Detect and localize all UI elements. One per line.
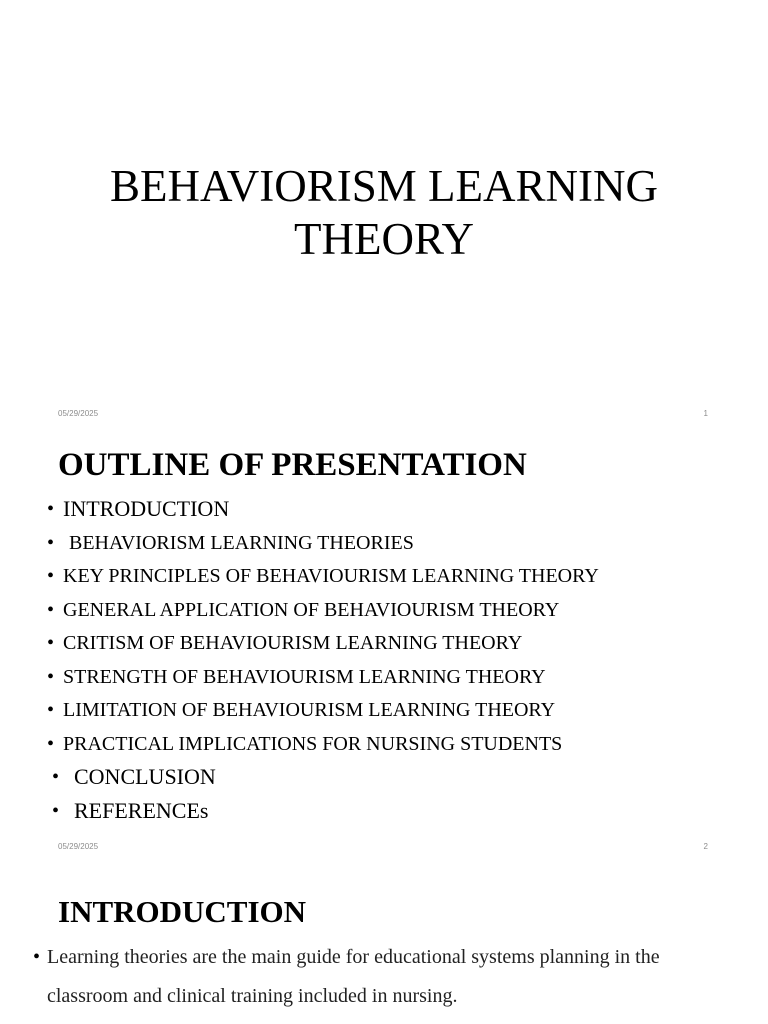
bullet-icon: • (47, 498, 55, 520)
bullet-icon: • (52, 799, 60, 822)
slide-2 (0, 432, 768, 864)
list-item-text: LIMITATION OF BEHAVIOURISM LEARNING THEORY (63, 699, 556, 721)
slide-number: 1 (703, 409, 708, 418)
list-item-text: KEY PRINCIPLES OF BEHAVIOURISM LEARNING THEORY (63, 565, 599, 587)
list-item-text: CONCLUSION (74, 764, 216, 789)
bullet-icon: • (47, 565, 55, 587)
bullet-icon: • (52, 766, 60, 788)
bullet-icon: • (47, 632, 55, 654)
bullet-icon: • (47, 732, 55, 755)
slide-number: 2 (703, 842, 708, 851)
bullet-icon: • (33, 946, 41, 968)
list-item-text: REFERENCEs (74, 797, 209, 823)
slide-1 (0, 0, 768, 432)
bullet-icon: • (47, 598, 55, 621)
list-item-text: GENERAL APPLICATION OF BEHAVIOURISM THEORY (63, 598, 560, 621)
slide-3 (0, 864, 768, 1024)
slide-date: 05/29/2025 (58, 409, 99, 418)
list-item-text: PRACTICAL IMPLICATIONS FOR NURSING STUDENTS (63, 732, 563, 755)
list-item-text: INTRODUCTION (63, 496, 230, 521)
intro-text: Learning theories are the main guide for educational systems planning in the classroom and clinical training included in nursing. (47, 946, 660, 1007)
list-item-text: BEHAVIORISM LEARNING THEORIES (69, 531, 414, 554)
slide-heading: OUTLINE OF PRESENTATION (58, 447, 527, 483)
slide-title (0, 160, 768, 266)
slide-heading: INTRODUCTION (58, 894, 307, 929)
bullet-icon: • (47, 699, 55, 721)
bullet-icon: • (47, 665, 55, 688)
slide-date: 05/29/2025 (58, 842, 99, 851)
list-item-text: CRITISM OF BEHAVIOURISM LEARNING THEORY (63, 632, 523, 654)
list-item-text: STRENGTH OF BEHAVIOURISM LEARNING THEORY (63, 665, 546, 688)
slide-title-line-1: BEHAVIORISM LEARNING (110, 161, 658, 211)
intro-paragraph (33, 938, 733, 1016)
slide-title-line-2: THEORY (294, 214, 474, 264)
bullet-icon: • (47, 531, 55, 554)
